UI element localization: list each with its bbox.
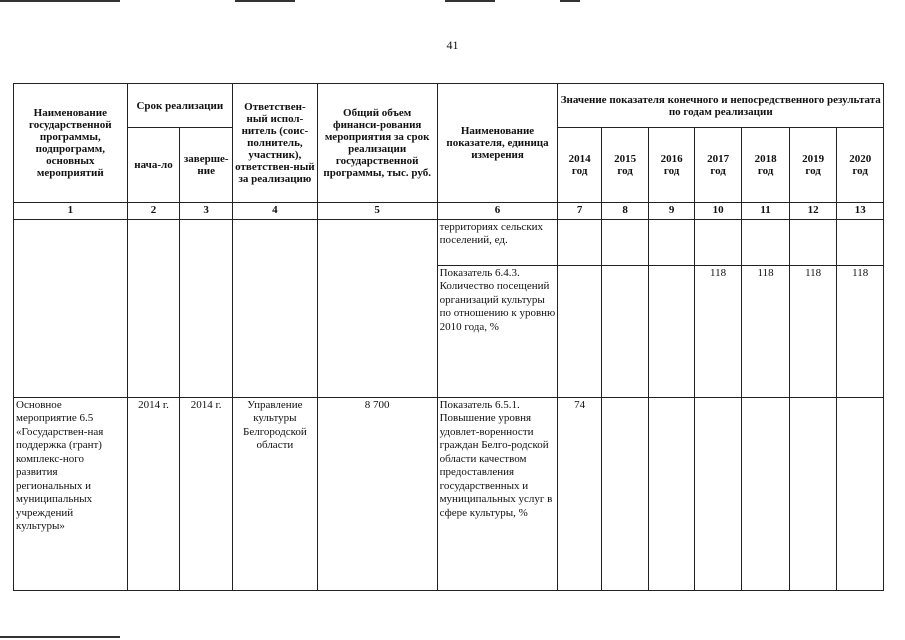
column-number: 8 bbox=[601, 203, 649, 220]
header-start: нача-ло bbox=[127, 128, 180, 203]
indicator-cell: Показатель 6.4.3. Количество посещений организаций культуры по отношению к уровню 2010 года, % bbox=[437, 265, 558, 397]
scan-edge-bottom-left bbox=[0, 636, 120, 638]
header-year-2020: 2020 год bbox=[837, 128, 884, 203]
value-cell bbox=[789, 219, 837, 265]
end-cell: 2014 г. bbox=[180, 397, 233, 590]
column-number: 13 bbox=[837, 203, 884, 220]
program-name-cell: Основное мероприятие 6.5 «Государствен-ная поддержка (грант) комплекс-ного развития региональных и муниципальных учреждений культуры» bbox=[14, 397, 128, 590]
header-end: заверше-ние bbox=[180, 128, 233, 203]
value-cell bbox=[789, 397, 837, 590]
column-number: 5 bbox=[317, 203, 437, 220]
column-number: 7 bbox=[558, 203, 601, 220]
value-cell bbox=[601, 265, 649, 397]
end-cell bbox=[180, 219, 233, 397]
header-indicator: Наименование показателя, единица измерения bbox=[437, 84, 558, 203]
start-cell: 2014 г. bbox=[127, 397, 180, 590]
indicator-cell: территориях сельских поселений, ед. bbox=[437, 219, 558, 265]
column-numbers-row bbox=[14, 203, 884, 220]
column-number: 2 bbox=[127, 203, 180, 220]
executor-cell: Управление культуры Белгородской области bbox=[233, 397, 318, 590]
program-table bbox=[13, 83, 884, 591]
header-term: Срок реализации bbox=[127, 84, 232, 128]
scan-edge-top-right bbox=[445, 0, 495, 2]
value-cell bbox=[649, 219, 694, 265]
value-cell bbox=[558, 219, 601, 265]
indicator-cell: Показатель 6.5.1. Повышение уровня удовлет-воренности граждан Белго-родской области качеством предоставления государственных и муниципальных услуг в сфере культуры, % bbox=[437, 397, 558, 590]
value-cell bbox=[694, 397, 742, 590]
funding-cell: 8 700 bbox=[317, 397, 437, 590]
header-funding: Общий объем финанси-рования мероприятия за срок реализации государственной программы, тыс. руб. bbox=[317, 84, 437, 203]
header-year-2015: 2015 год bbox=[601, 128, 649, 203]
header-values: Значение показателя конечного и непосредственного результата по годам реализации bbox=[558, 84, 884, 128]
header-program-name: Наименование государственной программы, подпрограмм, основных мероприятий bbox=[14, 84, 128, 203]
value-cell bbox=[837, 397, 884, 590]
header-year-2016: 2016 год bbox=[649, 128, 694, 203]
header-year-2019: 2019 год bbox=[789, 128, 837, 203]
column-number: 3 bbox=[180, 203, 233, 220]
value-cell bbox=[601, 397, 649, 590]
value-cell bbox=[742, 219, 790, 265]
column-number: 12 bbox=[789, 203, 837, 220]
value-cell bbox=[649, 265, 694, 397]
value-cell bbox=[694, 219, 742, 265]
scan-edge-top-far bbox=[560, 0, 580, 2]
value-cell: 118 bbox=[742, 265, 790, 397]
header-executor: Ответствен-ный испол-нитель (соис-полнитель, участник), ответствен-ный за реализацию bbox=[233, 84, 318, 203]
start-cell bbox=[127, 219, 180, 397]
column-number: 4 bbox=[233, 203, 318, 220]
scan-edge-top-left bbox=[0, 0, 120, 2]
value-cell: 118 bbox=[694, 265, 742, 397]
scan-edge-top-mid bbox=[235, 0, 295, 2]
column-number: 9 bbox=[649, 203, 694, 220]
value-cell: 118 bbox=[789, 265, 837, 397]
executor-cell bbox=[233, 219, 318, 397]
value-cell bbox=[837, 219, 884, 265]
value-cell bbox=[558, 265, 601, 397]
value-cell: 118 bbox=[837, 265, 884, 397]
value-cell bbox=[601, 219, 649, 265]
column-number: 11 bbox=[742, 203, 790, 220]
table-row bbox=[14, 397, 884, 590]
column-number: 6 bbox=[437, 203, 558, 220]
header-year-2018: 2018 год bbox=[742, 128, 790, 203]
value-cell bbox=[649, 397, 694, 590]
value-cell: 74 bbox=[558, 397, 601, 590]
header-year-2014: 2014 год bbox=[558, 128, 601, 203]
column-number: 10 bbox=[694, 203, 742, 220]
funding-cell bbox=[317, 219, 437, 397]
value-cell bbox=[742, 397, 790, 590]
column-number: 1 bbox=[14, 203, 128, 220]
program-name-cell bbox=[14, 219, 128, 397]
table-row bbox=[14, 219, 884, 265]
page-number: 41 bbox=[446, 38, 459, 52]
header-year-2017: 2017 год bbox=[694, 128, 742, 203]
